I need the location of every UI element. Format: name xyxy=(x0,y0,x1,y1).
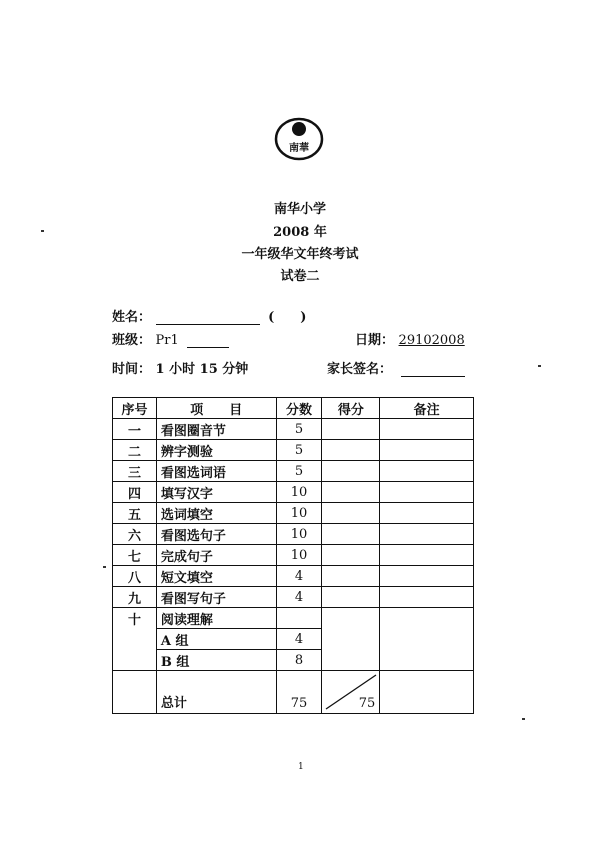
row-remarks-cell[interactable] xyxy=(380,482,474,503)
row-item: 辨字测验 xyxy=(156,440,276,461)
row-remarks-cell[interactable] xyxy=(380,440,474,461)
row-no: 三 xyxy=(113,461,157,482)
class-value: Pr1 xyxy=(155,333,179,348)
school-logo xyxy=(274,117,324,161)
row-obtained-cell[interactable] xyxy=(322,608,380,629)
row-obtained-cell[interactable] xyxy=(322,419,380,440)
row-score: 5 xyxy=(276,440,322,461)
name-index-paren: ( ) xyxy=(268,310,307,325)
row-score: 4 xyxy=(276,587,322,608)
row-score: 4 xyxy=(276,629,322,650)
header-score: 分数 xyxy=(276,398,322,419)
table-row xyxy=(113,566,474,587)
total-no-empty xyxy=(113,671,157,714)
scan-speck xyxy=(103,566,106,568)
row-item: 看图选句子 xyxy=(156,524,276,545)
row-obtained-cell[interactable] xyxy=(322,545,380,566)
row-score: 5 xyxy=(276,419,322,440)
row-item: 填写汉字 xyxy=(156,482,276,503)
row-obtained-cell[interactable] xyxy=(322,503,380,524)
header-obtained: 得分 xyxy=(322,398,380,419)
row-no: 二 xyxy=(113,440,157,461)
table-row xyxy=(113,482,474,503)
row-score: 10 xyxy=(276,524,322,545)
date-value: 29102008 xyxy=(398,333,465,348)
row-obtained-cell[interactable] xyxy=(322,482,380,503)
name-blank[interactable] xyxy=(156,311,260,325)
row-item: 阅读理解 xyxy=(156,608,276,629)
row-item: 看图圈音节 xyxy=(156,419,276,440)
paper-title: 试卷二 xyxy=(280,269,320,284)
logo-text: 南華 xyxy=(289,143,309,154)
scan-speck xyxy=(41,230,44,232)
total-remarks-cell[interactable] xyxy=(380,671,474,714)
row-no: 六 xyxy=(113,524,157,545)
row-obtained-cell[interactable] xyxy=(322,461,380,482)
row-no-empty xyxy=(113,629,157,650)
row-score: 10 xyxy=(276,482,322,503)
row-item: B 组 xyxy=(156,650,276,671)
row-item: A 组 xyxy=(156,629,276,650)
table-row xyxy=(113,545,474,566)
row-no-empty xyxy=(113,650,157,671)
row-no: 八 xyxy=(113,566,157,587)
table-row-reading xyxy=(113,608,474,629)
row-remarks-cell[interactable] xyxy=(380,524,474,545)
row-no: 九 xyxy=(113,587,157,608)
row-score: 8 xyxy=(276,650,322,671)
table-row xyxy=(113,524,474,545)
row-score: 4 xyxy=(276,566,322,587)
parent-signature-line xyxy=(327,358,465,377)
table-row xyxy=(113,587,474,608)
class-line xyxy=(112,329,229,348)
row-item: 看图选词语 xyxy=(156,461,276,482)
table-header-row xyxy=(113,398,474,419)
name-line xyxy=(112,306,306,325)
header-remarks: 备注 xyxy=(380,398,474,419)
parent-signature-blank[interactable] xyxy=(401,363,465,377)
total-label: 总计 xyxy=(156,671,276,714)
row-no: 十 xyxy=(113,608,157,629)
row-no: 四 xyxy=(113,482,157,503)
row-score: 10 xyxy=(276,503,322,524)
row-no: 五 xyxy=(113,503,157,524)
class-label: 班级： xyxy=(112,333,152,348)
row-remarks-cell[interactable] xyxy=(380,566,474,587)
row-item: 选词填空 xyxy=(156,503,276,524)
table-row xyxy=(113,503,474,524)
time-label: 时间： xyxy=(112,362,152,377)
table-row xyxy=(113,419,474,440)
row-obtained-cell[interactable] xyxy=(322,629,380,650)
row-remarks-cell[interactable] xyxy=(380,545,474,566)
exam-title: 一年级华文年终考试 xyxy=(241,247,359,262)
table-row-total xyxy=(113,671,474,714)
row-obtained-cell[interactable] xyxy=(322,440,380,461)
parent-signature-label: 家长签名： xyxy=(327,362,393,377)
scan-speck xyxy=(522,718,525,720)
row-item: 短文填空 xyxy=(156,566,276,587)
row-item: 完成句子 xyxy=(156,545,276,566)
row-score: 5 xyxy=(276,461,322,482)
class-blank[interactable] xyxy=(187,334,229,348)
total-obtained-cell[interactable] xyxy=(322,671,380,714)
name-label: 姓名： xyxy=(112,310,152,325)
date-label: 日期： xyxy=(355,333,395,348)
date-line xyxy=(355,329,465,348)
total-score: 75 xyxy=(276,671,322,714)
row-obtained-cell[interactable] xyxy=(322,524,380,545)
header-no: 序号 xyxy=(113,398,157,419)
scan-speck xyxy=(538,365,541,367)
row-item: 看图写句子 xyxy=(156,587,276,608)
total-obtained-denominator: 75 xyxy=(358,696,376,711)
school-name: 南华小学 xyxy=(273,202,326,217)
header-item: 项 目 xyxy=(156,398,276,419)
row-obtained-cell[interactable] xyxy=(322,587,380,608)
exam-year: 2008 年 xyxy=(273,225,327,240)
row-no: 一 xyxy=(113,419,157,440)
row-remarks-cell[interactable] xyxy=(380,419,474,440)
time-line xyxy=(112,358,248,377)
row-remarks-cell[interactable] xyxy=(380,587,474,608)
score-table xyxy=(112,397,474,714)
table-row xyxy=(113,461,474,482)
time-value: 1 小时 15 分钟 xyxy=(155,362,249,377)
row-no: 七 xyxy=(113,545,157,566)
row-obtained-cell[interactable] xyxy=(322,650,380,671)
table-row xyxy=(113,440,474,461)
row-score: 10 xyxy=(276,545,322,566)
row-remarks-cell[interactable] xyxy=(380,503,474,524)
row-remarks-cell[interactable] xyxy=(380,461,474,482)
page-number: 1 xyxy=(298,762,304,772)
row-obtained-cell[interactable] xyxy=(322,566,380,587)
reading-remarks-cell[interactable] xyxy=(380,608,474,671)
row-score xyxy=(276,608,322,629)
